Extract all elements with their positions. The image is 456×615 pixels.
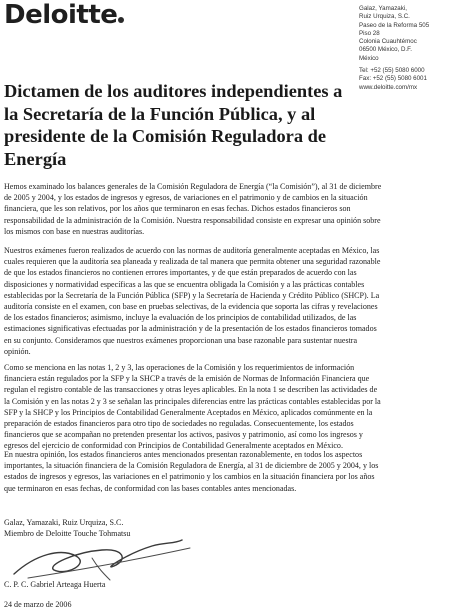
body-line: la Comisión y en las notas 2 y 3 se señalan las principales diferencias entre las prácticas contables establecidas por la: [4, 396, 381, 406]
title-line: Energía: [4, 148, 67, 169]
body-line: que terminaron en esas fechas, de conformidad con las bases contables antes mencionadas.: [4, 483, 297, 493]
body-line: SFP y la SHCP y los Principios de Contabilidad Generalmente Aceptados en México, aplicados comúnmente en la: [4, 407, 373, 417]
firm-membership: Miembro de Deloitte Touche Tohmatsu: [4, 529, 131, 539]
address-line: 06500 México, D.F.: [359, 46, 412, 54]
address-line: Ruiz Urquiza, S.C.: [359, 13, 410, 21]
body-line: Como se menciona en las notas 1, 2 y 3, las operaciones de la Comisión y los requerimientos de información: [4, 363, 355, 372]
body-line: opinión.: [4, 346, 31, 356]
address-line: Galaz, Yamazaki,: [359, 5, 407, 12]
body-line: cuales requieren que la auditoría sea planeada y realizada de tal manera que permita obtener una seguridad razonable: [4, 257, 381, 267]
body-line: estimaciones significativas efectuadas por la administración y de la presentación de los estados financieros tomados: [4, 324, 377, 334]
deloitte-logo: [4, 2, 124, 28]
address-line: Piso 28: [359, 29, 380, 37]
body-line: Nuestros exámenes fueron realizados de acuerdo con las normas de auditoría generalmente aceptadas en México, las: [4, 246, 380, 255]
title-line: la Secretaría de la Función Pública, y al: [4, 103, 316, 124]
firm-name: Galaz, Yamazaki, Ruiz Urquiza, S.C.: [4, 518, 124, 527]
body-line: estados de ingresos y egresos, las variaciones en el patrimonio y los cambios en la situación financiera por los años: [4, 472, 375, 482]
body-line: preparación de estados financieros para otro tipo de sociedades no reguladas. Consecuentemente, los estados: [4, 419, 354, 429]
body-line: en su conjunto. Consideramos que nuestros exámenes proporcionan una base razonable para sustentar nuestra: [4, 335, 358, 345]
title-line: presidente de la Comisión Reguladora de: [4, 126, 327, 146]
body-line: Hemos examinado los balances generales de la Comisión Reguladora de Energía (“la Comisión”), al 31 de diciembre: [4, 182, 382, 191]
paragraph-opinion: [4, 449, 378, 494]
body-line: egresos del ejercicio de conformidad con Principios de Contabilidad Generalmente aceptados en México.: [4, 441, 343, 451]
body-line: responsabilidad de la administración de la Comisión. Nuestra responsabilidad consiste en expresar una opinión sobre: [4, 215, 381, 225]
document-title: [4, 80, 354, 170]
paragraph-scope: [4, 181, 381, 237]
body-line: financiera, que les son relativos, por los años que terminaron en esas fechas. Dichos estados financieros son: [4, 204, 351, 214]
report-date: 24 de marzo de 2006: [4, 600, 72, 609]
paragraph-regulation: [4, 362, 381, 452]
paragraph-audit-standards: [4, 245, 380, 357]
body-line: auditoría consiste en el examen, con base en pruebas selectivas, de la evidencia que soporta las cifras y revelaciones: [4, 302, 378, 312]
address-line: México: [359, 54, 379, 62]
phone-line: Tel: +52 (55) 5080 6000: [359, 67, 425, 75]
body-line: regulan el registro contable de las transacciones y otras leyes aplicables. En la nota 1 se describen las actividades de: [4, 385, 378, 395]
body-line: de que los estados financieros no contienen errores importantes, y de que están preparados de acuerdo con las: [4, 268, 357, 278]
body-line: financieros que se acompañan no pretenden presentar los activos, pasivos y patrimonio, así como los ingresos y: [4, 430, 363, 440]
letterhead-address: [359, 5, 455, 92]
handwritten-signature: [6, 534, 196, 586]
address-line: Paseo de la Reforma 505: [359, 21, 430, 29]
body-line: En nuestra opinión, los estados financieros antes mencionados presentan razonablemente, en todos los aspectos: [4, 450, 363, 459]
title-line: Dictamen de los auditores independientes a: [4, 81, 343, 101]
body-line: importantes, la situación financiera de la Comisión Reguladora de Energía, al 31 de diciembre de 2005 y 2004, y los: [4, 461, 379, 471]
body-line: de 2005 y 2004, y los estados de ingresos y egresos, de variaciones en el patrimonio y de cambios en la situación: [4, 193, 368, 203]
body-line: disposiciones y normatividad específicas a las que se encuentra obligada la Comisión y a las prácticas contables: [4, 279, 365, 289]
website-line: www.deloitte.com/mx: [359, 83, 418, 91]
body-line: de los estados financieros; asimismo, incluye la evaluación de los principios de contabilidad utilizados, de las: [4, 313, 357, 323]
fax-line: Fax: +52 (55) 5080 6001: [359, 75, 427, 83]
body-line: financiera están regulados por la SFP y la SHCP a través de la emisión de Normas de Información Financiera que: [4, 374, 370, 384]
body-line: establecidas por la Secretaría de la Función Pública (SFP) y la Secretaría de Hacienda y Crédito Público (SHCP). La: [4, 290, 380, 300]
body-line: los mismos con base en nuestras auditorías.: [4, 226, 145, 236]
logo-dot: [118, 17, 124, 23]
address-line: Colonia Cuauhtémoc: [359, 38, 417, 46]
signer-name: C. P. C. Gabriel Arteaga Huerta: [4, 580, 106, 589]
logo-wordmark: Deloitte: [4, 0, 118, 30]
